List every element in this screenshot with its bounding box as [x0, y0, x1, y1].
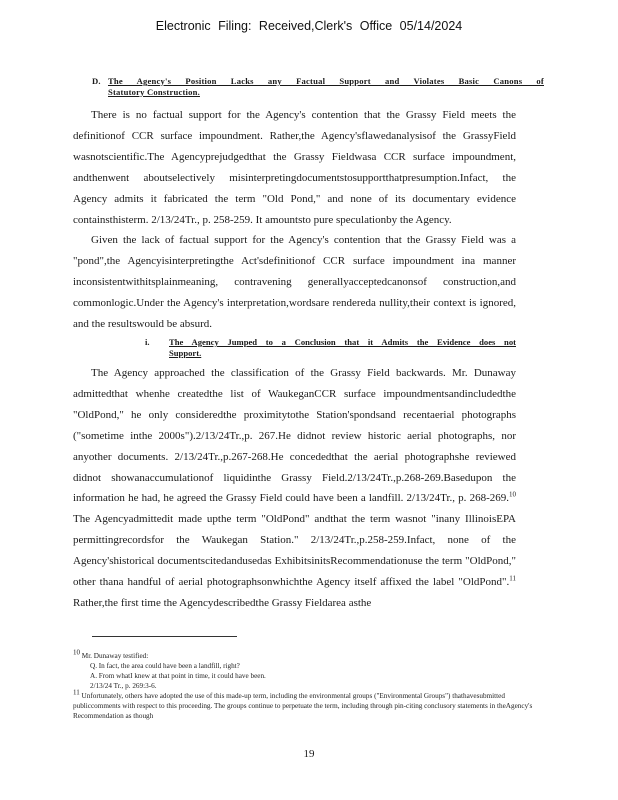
paragraph-3	[73, 363, 516, 614]
paragraph-3-part1: The Agency approached the classification of the Grassy Field backwards. Mr. Dunaway admittedthat whenhe createdthe list of WaukeganCCR surface impoundmentsandincludedthe "OldPond," he only consideredthe proximitytothe Station'spondsand recentaerial photographs ("sometime inthe 2000s").2/13/24Tr.,p. 267.He didnot review historic aerial photographs, nor anyother documents. 2/13/24Tr.,p.267-268.He concededthat the aerial photographshe reviewed didnot showanaccumulationof liquidinthe Grassy Field.2/13/24Tr.,p.268-269.Basedupon the information he had, he agreed the Grassy Field could have been a landfill. 2/13/24Tr., p. 268-269.	[73, 366, 516, 505]
section-heading-line1: The Agency's Position Lacks any Factual Support and Violates Basic Canons of	[108, 76, 544, 86]
footnote-ref-11[interactable]: 11	[509, 574, 516, 583]
subsection-heading	[73, 335, 516, 363]
subsection-number: i.	[145, 336, 150, 347]
subsection-heading-line1: The Agency Jumped to a Conclusion that it Admits the Evidence does not	[169, 336, 516, 347]
subsection-heading-line2: Support.	[169, 347, 202, 358]
page-number: 19	[303, 748, 315, 760]
body-text	[73, 105, 516, 614]
footnote-10-line1: Mr. Dunaway testified:	[81, 652, 149, 660]
section-heading-line2: Statutory Construction.	[108, 87, 200, 97]
footnote-10	[73, 648, 543, 661]
filing-header: Electronic Filing: Received,Clerk's Office 05/14/2024	[155, 19, 463, 33]
footnote-divider	[92, 636, 237, 637]
footnote-10-cite: 2/13/24 Tr., p. 269:3-6.	[90, 682, 157, 690]
footnote-10-question: Q. In fact, the area could have been a landfill, right?	[90, 662, 240, 670]
paragraph-1: There is no factual support for the Agency's contention that the Grassy Field meets the definitionof CCR surface impoundment. Rather,the Agency'sflawedanalysisof the GrassyField wasnotscientific.The Agencyprejudgedthat the Grassy Fieldwasa CCR surface impoundment, andthenwent aboutselectively misinterpretingdocumentstosupportthatpresumption.Infact, the Agency admits it fabricated the term "Old Pond," and none of its documentary evidence containsthisterm. 2/13/24Tr., p. 258-259. It amountsto pure speculationby the Agency.	[73, 109, 516, 226]
paragraph-2: Given the lack of factual support for the Agency's contention that the Grassy Field was a "pond",the Agencyisinterpretingthe Act'sdefinitionof CCR surface impoundment ina manner inconsistentwithitsplainmeaning, contravening generallyacceptedcanonsof construction,and commonlogic.Under the Agency's interpretation,wordsare rendereda nullity,their context is ignored, and the resultswould be absurd.	[73, 234, 516, 331]
footnote-11-number: 11	[73, 688, 80, 697]
section-letter: D.	[92, 76, 101, 86]
footnote-10-answer: A. From whatI knew at that point in time, it could have been.	[90, 672, 266, 680]
section-heading	[92, 76, 544, 98]
paragraph-3-part3: Rather,the first time the Agencydescribedthe Grassy Fieldarea asthe	[73, 596, 372, 609]
footnote-10-number: 10	[73, 648, 80, 657]
footnote-11-text: Unfortunately, others have adopted the use of this made-up term, including the environmental groups ("Environmental Groups") thathavesubmitted publiccomments with respect to this proceeding. The groups continue to perpetuate the term, including through pin-citing conclusory statements in theAgency's Recommendation as though	[73, 692, 533, 720]
footnotes	[73, 648, 543, 721]
footnote-11	[73, 688, 543, 721]
paragraph-3-part2: The Agencyadmittedit made upthe term "OldPond" andthat the term wasnot "inany IllinoisEPA permittingrecordsfor the Waukegan Station." 2/13/24Tr.,p.258-259.Infact, none of the Agency'shistorical documentscitedandusedas ExhibitsinitsRecommendationuse the term "OldPond," other thana handful of aerial photographsonwhichthe Agency itself affixed the label "OldPond".	[73, 513, 516, 589]
footnote-ref-10[interactable]: 10	[509, 490, 516, 499]
